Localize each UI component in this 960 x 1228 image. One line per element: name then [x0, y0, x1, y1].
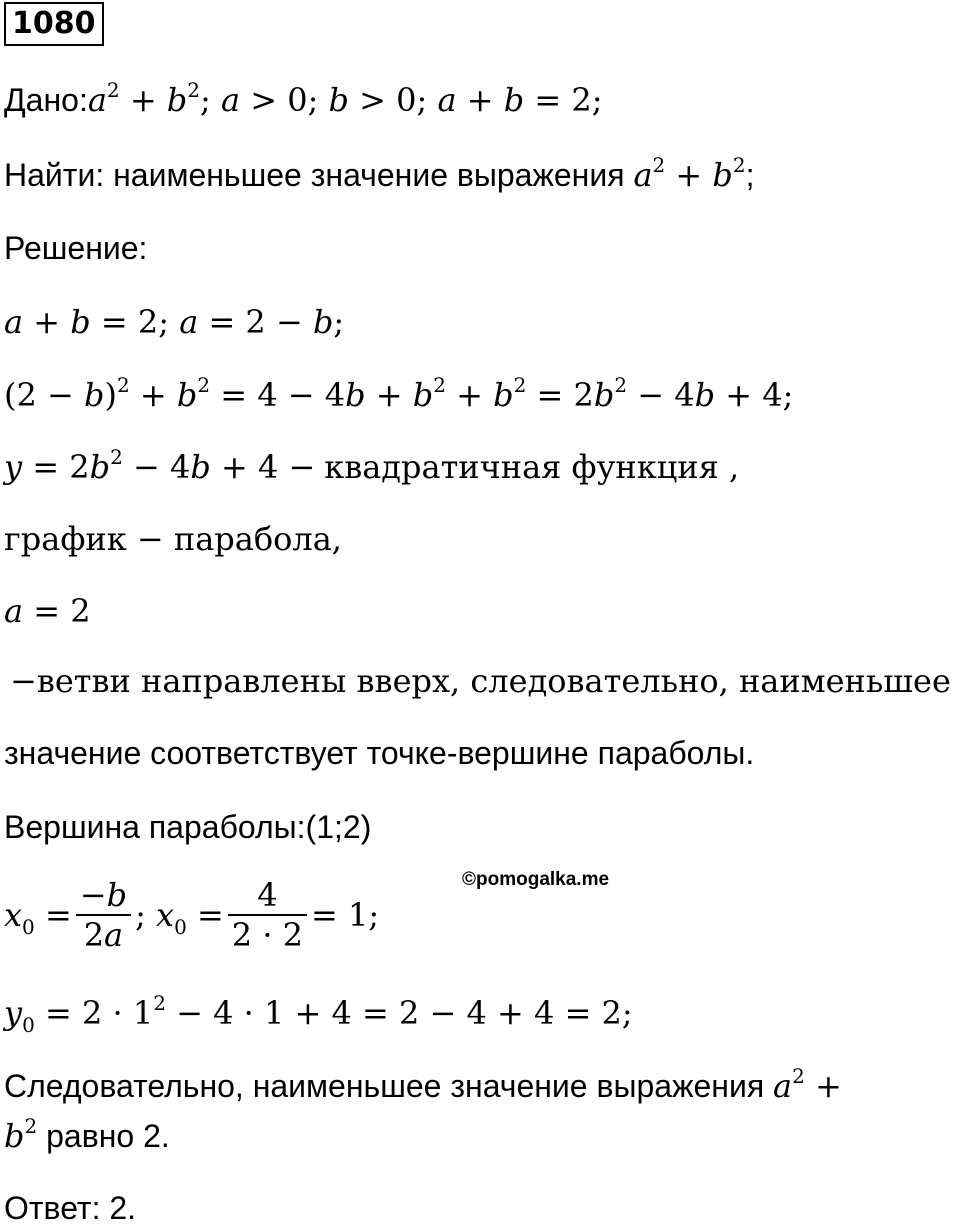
quadratic-function-label: квадратичная функция ,	[324, 448, 740, 486]
conclusion-line-1	[4, 1066, 842, 1106]
conclusion-text-1: Следовательно, наименьшее значение выражения	[4, 1068, 765, 1104]
fraction-4-over-2x2: $\frac{4}{2 \cdot 2}$	[228, 876, 307, 954]
find-math: $a^2 + b^2$	[633, 153, 746, 194]
branches-line-2: значение соответствует точке-вершине параболы.	[4, 735, 755, 771]
answer-line: Ответ: 2.	[4, 1190, 137, 1226]
watermark: ©pomogalka.me	[462, 869, 610, 890]
find-line	[4, 155, 755, 195]
fraction-neg-b-over-2a: $\frac{-b}{2a}$	[76, 876, 131, 954]
conclusion-math-2: $b^2$	[4, 1114, 38, 1155]
coefficient-a-line: a = 2	[4, 592, 91, 630]
given-label: Дано:	[4, 82, 88, 118]
conclusion-text-2: равно 2.	[46, 1118, 170, 1154]
conclusion-math-1: $a^2$ +	[773, 1064, 842, 1105]
quadratic-function-math: $y = 2b^2 - 4b + 4$ −	[4, 445, 316, 486]
equation-a-from-b: a + b = 2; a = 2 − b;	[4, 303, 345, 341]
branches-line-1: −ветви направлены вверх, следовательно, наименьшее	[10, 662, 951, 700]
equation-substitution: $(2 - b)^2 + b^2 = 4 - 4b + b^2 + b^2 = 2b^2 - 4b + 4$;	[4, 373, 794, 414]
graph-parabola-line: график − парабола,	[4, 520, 342, 558]
solution-label: Решение:	[4, 230, 148, 266]
given-line	[4, 80, 602, 120]
given-math: $a^2 + b^2$; a > 0; b > 0; a + b = 2;	[87, 78, 603, 119]
vertex-y-formula: $y_0 = 2 \cdot 1^2 - 4 \cdot 1 + 4 = 2 - 4 + 4 = 2$;	[4, 991, 633, 1037]
conclusion-line-2	[4, 1116, 170, 1156]
problem-number: 1080	[4, 2, 104, 46]
vertex-x-formula: $x_0$ = $\frac{-b}{2a}$ ; $x_0$ = $\frac{4}{2 \cdot 2}$ = 1;	[4, 876, 380, 954]
vertex-line: Вершина параболы:(1;2)	[4, 809, 372, 845]
find-label: Найти: наименьшее значение выражения	[4, 157, 625, 193]
quadratic-function-line	[4, 447, 739, 487]
find-end: ;	[745, 157, 755, 193]
